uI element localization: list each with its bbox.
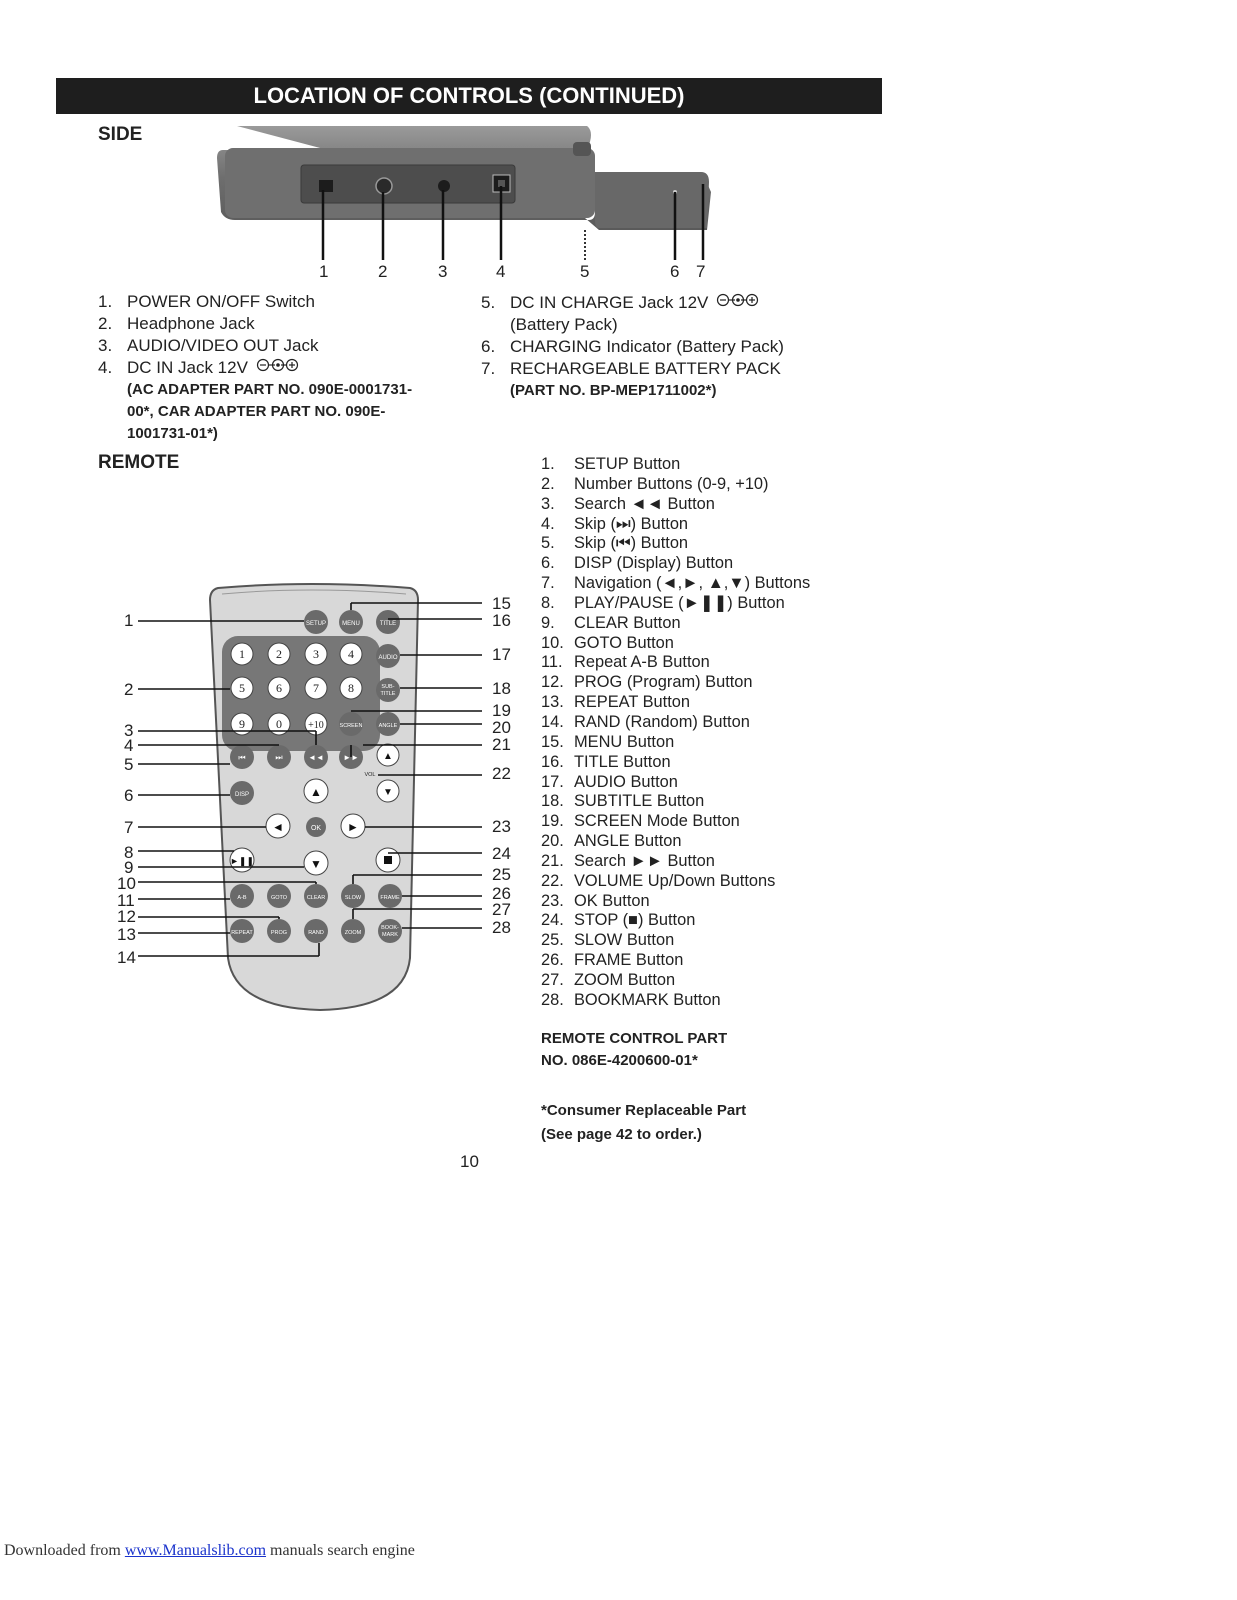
download-footer [4,1542,415,1560]
remote-digit-plus10: +10 [308,720,324,731]
list-item: 23. OK Button [541,891,650,910]
polarity-symbol-icon [256,357,300,373]
remote-digit-5: 5 [239,681,245,695]
remote-button-list [541,455,810,1011]
list-item: 5. DC IN CHARGE Jack 12V [481,292,784,314]
remote-digit-8: 8 [348,681,354,695]
battery-part-note: (PART NO. BP-MEP1711002*) [510,382,717,399]
remote-callout-25: 25 [492,865,511,884]
side-right-list [481,292,784,402]
list-item: 27. ZOOM Button [541,970,676,989]
remote-callout-21: 21 [492,735,511,754]
list-item: 2. Headphone Jack [98,314,255,333]
list-item: 13. REPEAT Button [541,693,691,712]
remote-callout-11: 11 [117,891,135,910]
list-item: 7. RECHARGEABLE BATTERY PACK [481,359,781,378]
remote-subtitle-label-bottom: TITLE [380,691,396,697]
remote-digit-1: 1 [239,647,245,661]
remote-callout-12: 12 [117,907,136,926]
remote-slow-label: SLOW [344,895,362,901]
remote-digit-0: 0 [276,717,282,731]
list-item: 21. Search ►► Button [541,851,715,870]
side-callout-4: 4 [496,262,506,281]
list-item: 22. VOLUME Up/Down Buttons [541,871,776,890]
list-item: 18. SUBTITLE Button [541,792,705,811]
remote-digit-9: 9 [239,717,245,731]
list-item: 26. FRAME Button [541,951,684,970]
adapter-part-note: (AC ADAPTER PART NO. 090E-0001731- 00*, CAR ADAPTER PART NO. 090E- 1001731-01*) [127,381,413,442]
list-item: 14. RAND (Random) Button [541,712,750,731]
side-view-illustration [215,120,725,265]
remote-callout-1: 1 [124,611,134,630]
remote-section-title: REMOTE [98,452,180,473]
remote-callout-7: 7 [124,818,134,837]
side-left-list [98,291,412,445]
nav-down-icon: ▼ [310,857,322,871]
remote-digit-4: 4 [348,647,354,661]
list-item: 11. Repeat A-B Button [541,653,710,672]
polarity-symbol-icon [716,292,760,308]
consumer-part-note: *Consumer Replaceable Part (See page 42 to order.) [541,1102,747,1143]
remote-callout-24: 24 [492,844,511,863]
list-item: 3. AUDIO/VIDEO OUT Jack [98,336,319,355]
remote-top-buttons [304,610,400,634]
list-item: 5. Skip (⏮) Button [541,534,689,553]
remote-callout-20: 20 [492,718,511,737]
remote-frame-label: FRAME [380,895,400,901]
manualslib-link[interactable]: www.Manualslib.com [124,1542,267,1559]
remote-disp-label: DISP [234,792,250,798]
list-item: 28. BOOKMARK Button [541,990,721,1009]
remote-callout-17: 17 [492,645,511,664]
remote-clear-label: CLEAR [306,895,326,901]
remote-callout-16: 16 [492,611,511,630]
list-item: 3. Search ◄◄ Button [541,494,715,513]
remote-angle-label: ANGLE [378,723,398,729]
remote-callout-6: 6 [124,786,134,805]
remote-callout-5: 5 [124,755,134,774]
remote-callout-9: 9 [124,858,134,877]
remote-callout-18: 18 [492,679,511,698]
remote-callout-26: 26 [492,884,511,903]
remote-repeat-label: REPEAT [231,930,253,936]
rewind-icon: ◄◄ [308,753,324,762]
side-callout-7: 7 [696,262,706,281]
list-item: 19. SCREEN Mode Button [541,812,740,831]
list-item: 1. SETUP Button [541,455,681,473]
remote-subtitle-label-top: SUB- [381,684,395,690]
list-item: 17. AUDIO Button [541,772,678,791]
list-item: (Battery Pack) [510,315,618,334]
remote-prog-label: PROG [270,930,288,936]
remote-zoom-label: ZOOM [344,930,362,936]
remote-callout-4: 4 [124,736,134,755]
footer-suffix: manuals search engine [266,1542,415,1559]
page-number: 10 [460,1152,479,1171]
remote-setup-label: SETUP [305,621,327,627]
side-callout-1: 1 [319,262,329,281]
remote-screen-label: SCREEN [339,723,363,729]
play-pause-icon: ►❚❚ [230,856,254,866]
remote-callout-19: 19 [492,701,511,720]
remote-part-note: REMOTE CONTROL PART NO. 086E-4200600-01* [541,1030,728,1069]
remote-callout-3: 3 [124,721,134,740]
side-callout-5: 5 [580,262,590,281]
remote-bookmark-label-bottom: MARK [382,932,398,938]
list-item: 12. PROG (Program) Button [541,673,753,692]
side-callout-3: 3 [438,262,448,281]
remote-illustration [110,578,530,1018]
side-section-title: SIDE [98,124,143,145]
remote-callout-14: 14 [117,948,136,967]
remote-bookmark-label-top: BOOK- [381,925,399,931]
remote-title-label: TITLE [379,621,397,627]
vol-down-icon: ▼ [383,787,393,798]
list-item: 8. PLAY/PAUSE (►❚❚) Button [541,593,785,612]
remote-ab-label: A-B [237,895,247,901]
remote-callout-15: 15 [492,594,511,613]
list-item: 1. POWER ON/OFF Switch [98,292,315,311]
nav-left-icon: ◄ [272,820,284,834]
list-item: 2. Number Buttons (0-9, +10) [541,474,769,493]
remote-callout-13: 13 [117,925,136,944]
skip-forward-icon: ⏭ [275,753,283,762]
side-callout-2: 2 [378,262,388,281]
remote-callout-10: 10 [117,874,136,893]
list-item: 10. GOTO Button [541,633,674,652]
footer-prefix: Downloaded from [4,1542,125,1559]
list-item: 25. SLOW Button [541,931,675,950]
list-item: 4. Skip (⏭) Button [541,514,689,533]
list-item: 6. DISP (Display) Button [541,554,734,573]
stop-icon [384,856,392,864]
remote-rand-label: RAND [308,930,324,936]
list-item: 4. DC IN Jack 12V [98,357,412,379]
remote-callout-22: 22 [492,764,511,783]
remote-menu-label: MENU [342,621,360,627]
remote-audio-label: AUDIO [378,655,398,661]
remote-callout-23: 23 [492,817,511,836]
side-callout-6: 6 [670,262,680,281]
remote-callout-27: 27 [492,900,511,919]
list-item: 6. CHARGING Indicator (Battery Pack) [481,337,784,356]
remote-vol-label: VOL [364,772,376,778]
remote-ok-label: OK [310,825,322,832]
list-item: 24. STOP (■) Button [541,911,696,930]
list-item: 9. CLEAR Button [541,613,681,632]
remote-callout-8: 8 [124,843,134,862]
fast-forward-icon: ►► [343,753,359,762]
remote-digit-3: 3 [313,647,319,661]
remote-digit-6: 6 [276,681,282,695]
page-title: LOCATION OF CONTROLS (CONTINUED) [56,78,882,114]
list-item: 20. ANGLE Button [541,832,682,851]
remote-callout-2: 2 [124,680,134,699]
remote-digit-7: 7 [313,681,319,695]
nav-up-icon: ▲ [310,785,322,799]
remote-goto-label: GOTO [270,895,288,901]
nav-right-icon: ► [347,820,359,834]
skip-back-icon: ⏮ [238,753,246,762]
list-item: 15. MENU Button [541,732,675,751]
list-item: 16. TITLE Button [541,752,671,771]
vol-up-icon: ▲ [383,751,393,762]
remote-callout-28: 28 [492,918,511,937]
remote-digit-2: 2 [276,647,282,661]
list-item: 7. Navigation (◄,►, ▲,▼) Buttons [541,574,811,593]
